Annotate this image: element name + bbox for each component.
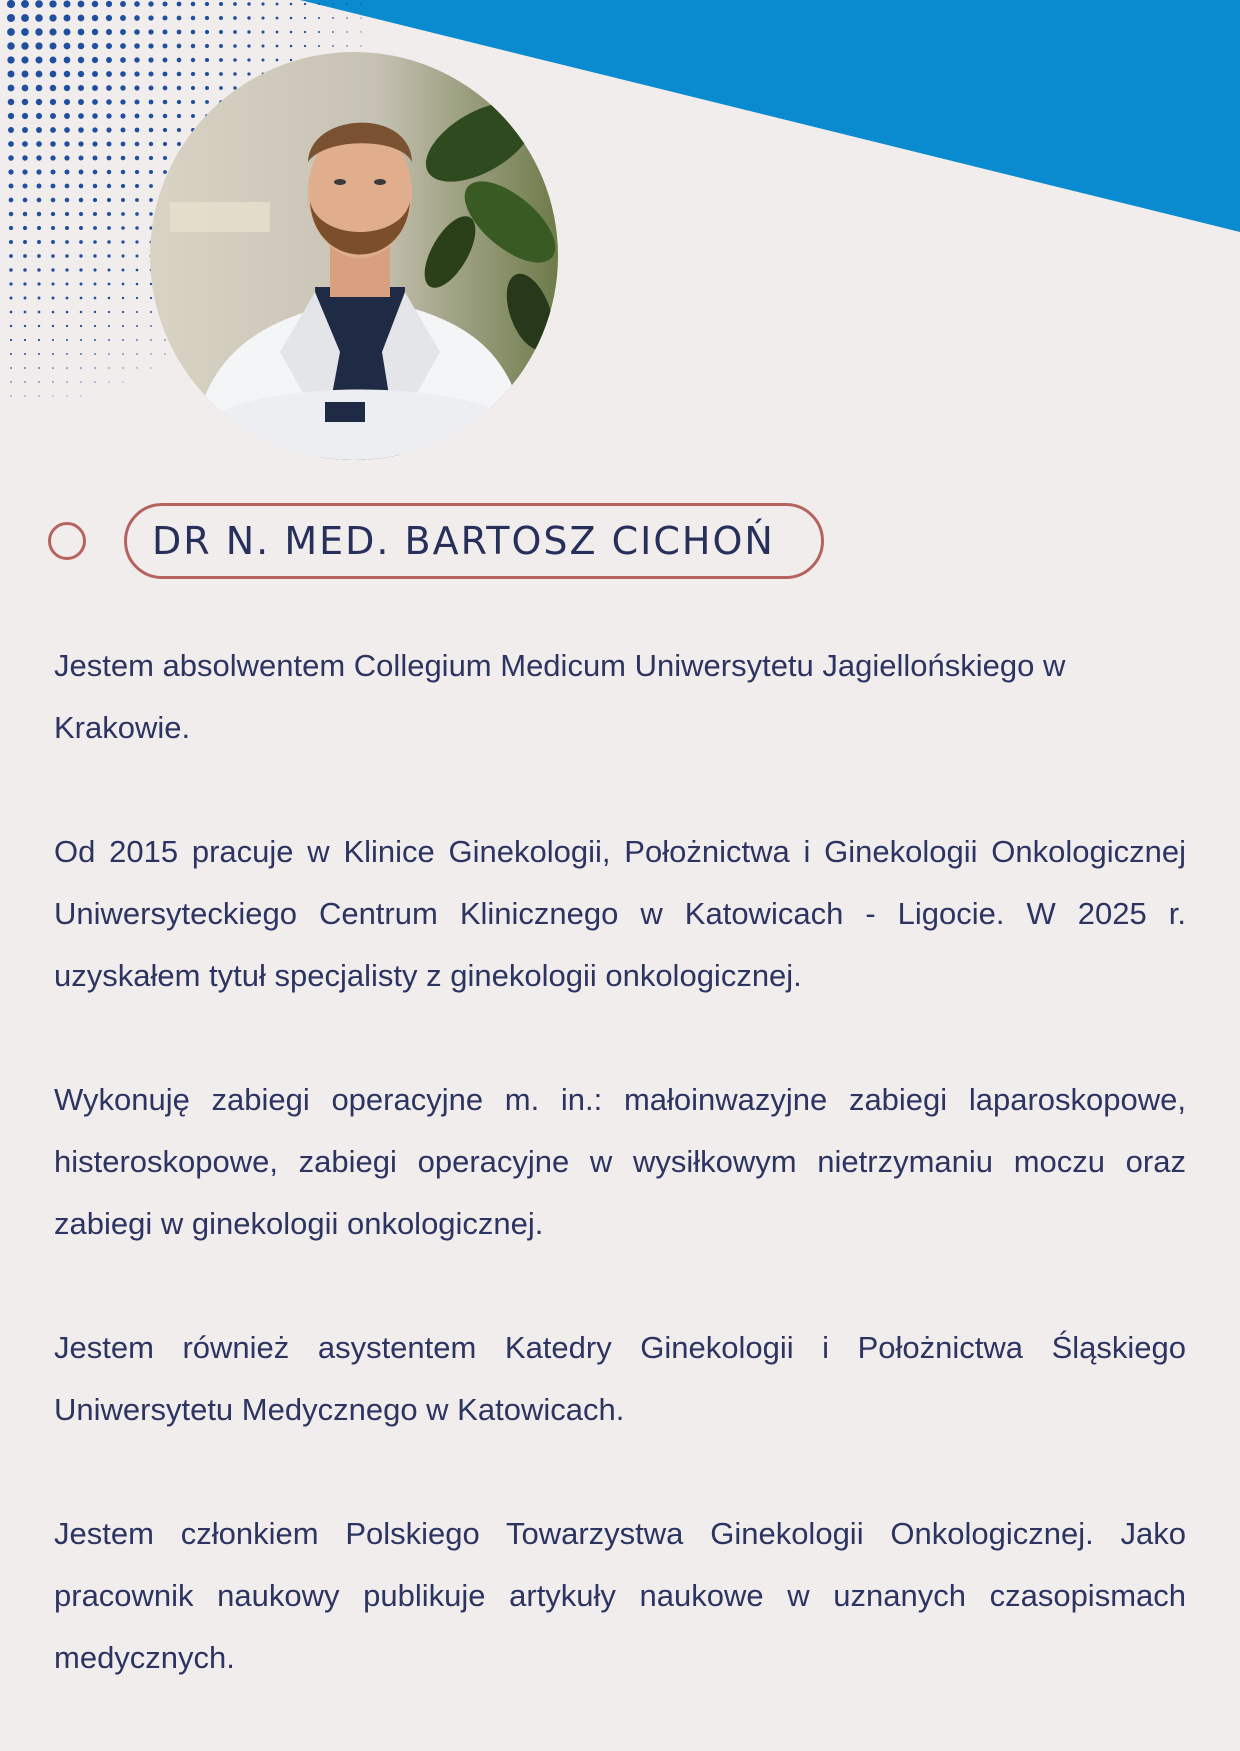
bio-paragraph: Wykonuję zabiegi operacyjne m. in.: małoinwazyjne zabiegi laparoskopowe, histeroskopowe, zabiegi operacyjne w wysiłkowym nietrzymaniu moczu oraz zabiegi w ginekologii onkologicznej. [54,1082,1186,1241]
bio-paragraph: Od 2015 pracuje w Klinice Ginekologii, Położnictwa i Ginekologii Onkologicznej Uniwersyteckiego Centrum Klinicznego w Katowicach - Ligocie. W 2025 r. uzyskałem tytuł specjalisty z ginekologii onkologicznej. [54,834,1186,993]
doctor-name: DR N. MED. BARTOSZ CICHOŃ [124,503,824,579]
circle-bullet-icon [48,522,86,560]
bio-paragraph: Jestem absolwentem Collegium Medicum Uniwersytetu Jagiellońskiego w Krakowie. [54,648,1066,745]
doctor-portrait [150,52,558,460]
bio-paragraph: Jestem członkiem Polskiego Towarzystwa Ginekologii Onkologicznej. Jako pracownik naukowy publikuje artykuły naukowe w uznanych czasopismach medycznych. [54,1516,1186,1675]
biography [54,635,1186,1751]
doctor-portrait-photo [150,52,558,460]
bio-paragraph: Jestem również asystentem Katedry Ginekologii i Położnictwa Śląskiego Uniwersytetu Medycznego w Katowicach. [54,1330,1186,1427]
